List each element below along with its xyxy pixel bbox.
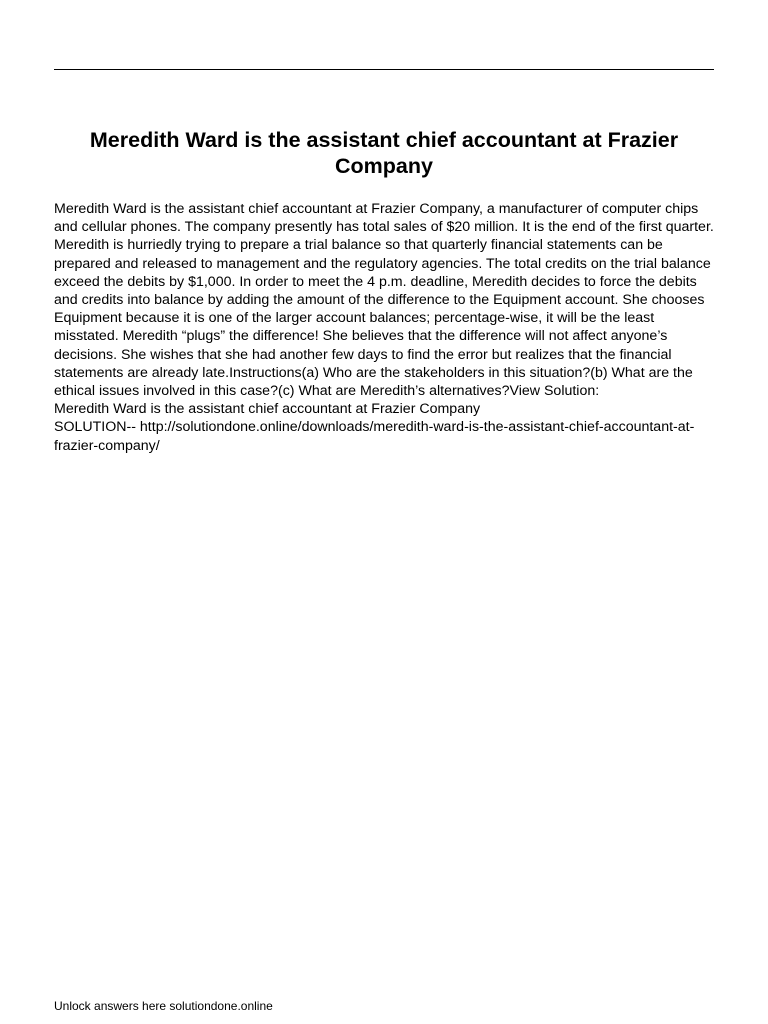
solution-link[interactable]: SOLUTION-- http://solutiondone.online/downloads/meredith-ward-is-the-assistant-chief-accountant-at-frazier-company/ bbox=[54, 419, 695, 454]
document-title: Meredith Ward is the assistant chief accountant at Frazier Company bbox=[89, 128, 679, 178]
document-body bbox=[54, 200, 716, 455]
top-divider bbox=[54, 69, 714, 70]
body-paragraph: Meredith Ward is the assistant chief accountant at Frazier Company, a manufacturer of computer chips and cellular phones. The company presently has total sales of $20 million. It is the end of the first quarter. Meredith is hurriedly trying to prepare a trial balance so that quarterly financial statements can be prepared and released to management and the regulatory agencies. The total credits on the trial balance exceed the debits by $1,000. In order to meet the 4 p.m. deadline, Meredith decides to force the debits and credits into balance by adding the amount of the difference to the Equipment account. She chooses Equipment because it is one of the larger account balances; percentage-wise, it will be the least misstated. Meredith “plugs” the difference! She believes that the difference will not affect anyone’s decisions. She wishes that she had another few days to find the error but realizes that the financial statements are already late.Instructions(a) Who are the stakeholders in this situation?(b) What are the ethical issues involved in this case?(c) What are Meredith’s alternatives?View Solution: bbox=[54, 201, 714, 400]
footer-text: Unlock answers here solutiondone.online bbox=[54, 999, 273, 1013]
repeat-title-line: Meredith Ward is the assistant chief accountant at Frazier Company bbox=[54, 401, 481, 418]
